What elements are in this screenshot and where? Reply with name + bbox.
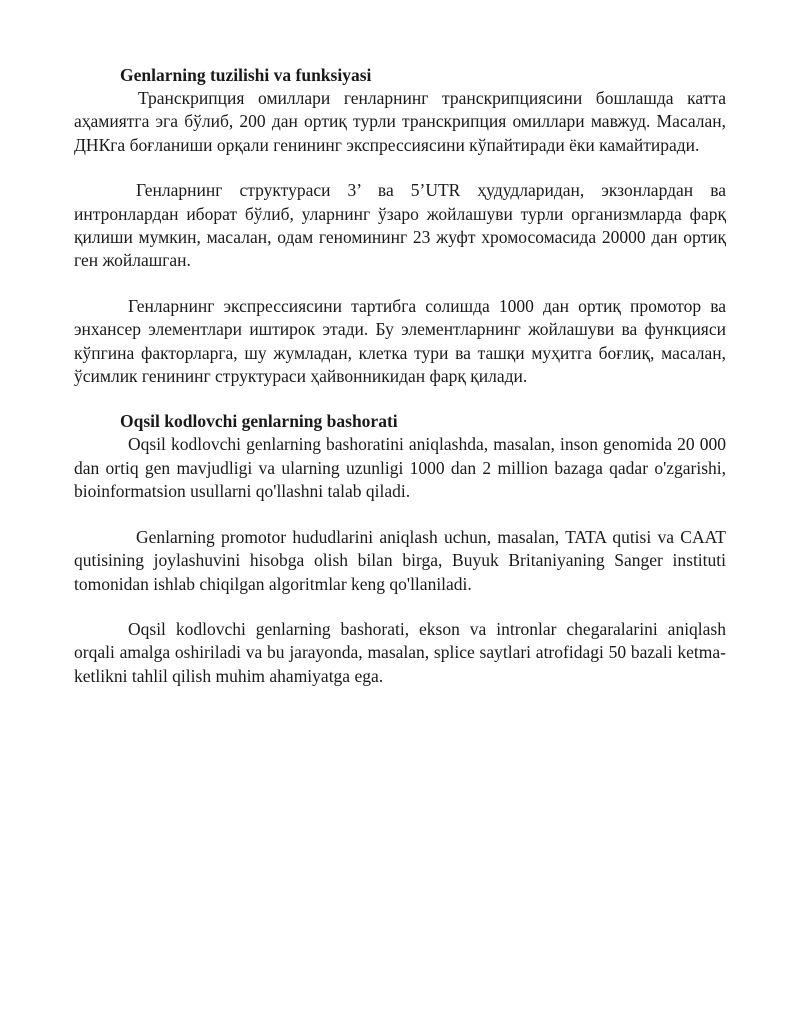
paragraph: Генларнинг экспрессиясини тартибга солишда 1000 дан ортиқ промотор ва энхансер элементлари иштирок этади. Бу элементларнинг жойлашуви ва функцияси кўпгина факторларга, шу жумладан, клетка тури ва ташқи муҳитга боғлиқ, масалан, ўсимлик генининг структураси ҳайвонникидан фарқ қилади. (74, 295, 726, 387)
paragraph: Oqsil kodlovchi genlarning bashoratini aniqlashda, masalan, inson genomida 20 000 dan ortiq gen mavjudligi va ularning uzunligi 1000 dan 2 million bazaga qadar o'zgarishi, bioinformatsion usullarni qo'llashni talab qiladi. (74, 434, 726, 502)
section-heading-protein-coding: Oqsil kodlovchi genlarning bashorati (120, 411, 398, 432)
paragraph: Генларнинг структураси 3’ ва 5’UTR ҳудудларидан, экзонлардан ва интронлардан иборат бўлиб, уларнинг ўзаро жойлашуви турли организмларда фарқ қилиши мумкин, масалан, одам геномининг 23 жуфт хромосомасида 20000 дан ортиқ ген жойлашган. (74, 180, 726, 271)
paragraph: Транскрипция омиллари генларнинг транскрипциясини бошлашда катта аҳамиятга эга бўлиб, 200 дан ортиқ турли транскрипция омиллари мавжуд. Масалан, ДНКга боғланиши орқали генининг экспрессиясини кўпайтиради ёки камайтиради. (74, 88, 726, 155)
document-page (74, 64, 726, 688)
paragraph: Oqsil kodlovchi genlarning bashorati, ekson va intronlar chegaralarini aniqlash orqali amalga oshiriladi va bu jarayonda, masalan, splice saytlari atrofidagi 50 bazali ketma-ketlikni tahlil qilish muhim ahamiyatga ega. (74, 618, 726, 686)
section-heading-gene-structure: Genlarning tuzilishi va funksiyasi (120, 65, 372, 85)
paragraph: Genlarning promotor hududlarini aniqlash uchun, masalan, TATA qutisi va CAAT qutisining joylashuvini hisobga olish bilan birga, Buyuk Britaniyaning Sanger instituti tomonidan ishlab chiqilgan algoritmlar keng qo'llaniladi. (74, 526, 726, 594)
